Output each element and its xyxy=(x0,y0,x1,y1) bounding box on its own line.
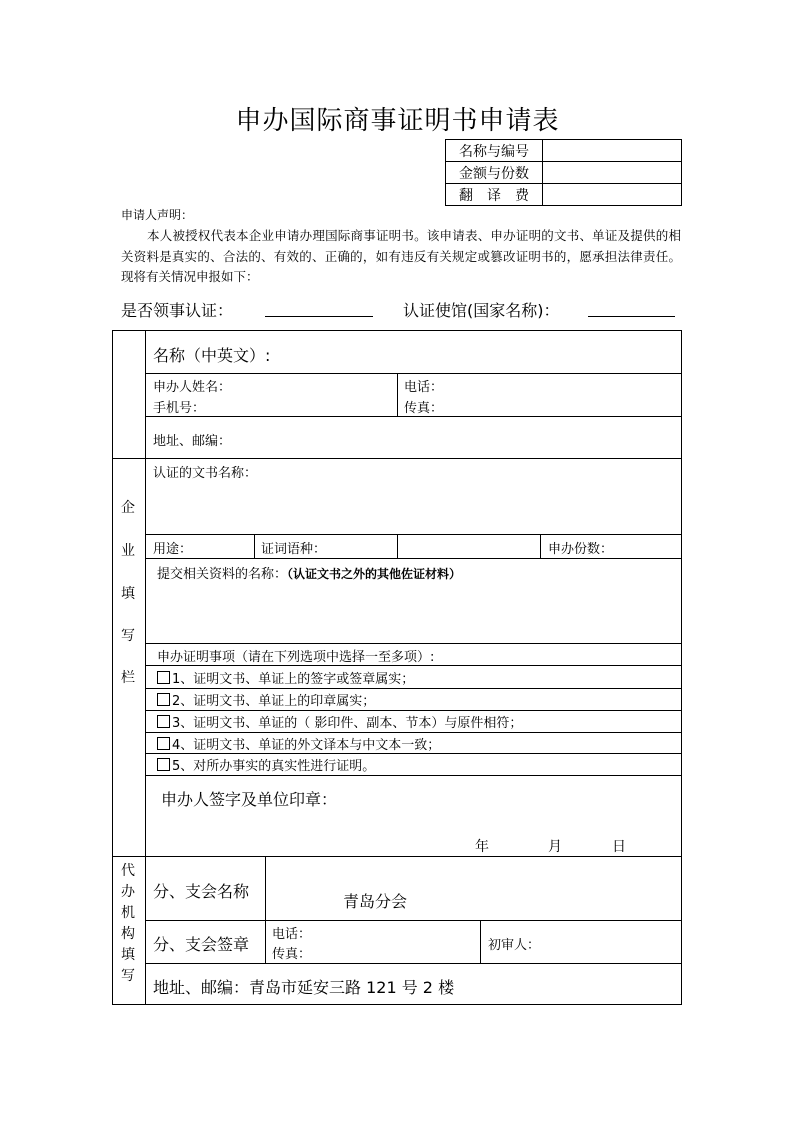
item-option-text: 2、证明文书、单证上的印章属实； xyxy=(172,694,376,709)
fee-label: 名称与编号 xyxy=(446,140,543,162)
fee-row xyxy=(446,184,682,206)
agency-phone-label: 电话： xyxy=(272,927,312,942)
col-divider xyxy=(397,534,398,558)
side-label-char: 机 xyxy=(121,905,135,921)
checkbox[interactable] xyxy=(157,758,170,771)
checkbox[interactable] xyxy=(157,715,170,728)
fee-row xyxy=(446,162,682,184)
row-divider xyxy=(145,753,682,754)
side-label-char: 写 xyxy=(121,628,135,644)
embassy-label: 认证使馆(国家名称)： xyxy=(403,301,560,320)
date-year-label: 年 xyxy=(475,839,489,855)
item-option[interactable] xyxy=(157,755,375,774)
signature-label: 申办人签字及单位印章： xyxy=(161,790,338,809)
side-label-char: 填 xyxy=(121,586,135,602)
address-label: 地址、邮编： xyxy=(153,434,232,449)
company-name-label: 名称（中英文）: xyxy=(153,346,271,365)
materials-label-text: 提交相关资料的名称： xyxy=(157,567,288,582)
materials-label xyxy=(157,563,461,582)
item-option-text: 1、证明文书、单证上的签字或签章属实； xyxy=(172,672,415,687)
date-month-label: 月 xyxy=(548,839,562,855)
side-label-char: 填 xyxy=(121,947,135,963)
item-option-text: 3、证明文书、单证的（ 影印件、副本、节本）与原件相符； xyxy=(172,716,523,731)
declaration-body: 本人被授权代表本企业申请办理国际商事证明书。该申请表、申办证明的文书、单证及提供的相关资料是真实的、合法的、有效的、正确的，如有违反有关规定或篡改证明书的，愿承担法律责任。现将有关情况申报如下： xyxy=(121,228,681,284)
fee-table xyxy=(445,139,682,206)
side-label-char: 企 xyxy=(121,500,135,516)
fee-value[interactable] xyxy=(543,184,682,206)
declaration-heading: 申请人声明： xyxy=(121,208,194,222)
row-divider xyxy=(145,710,682,711)
side-label-char: 栏 xyxy=(121,670,135,686)
mobile-label: 手机号： xyxy=(153,401,206,416)
side-label-char: 办 xyxy=(121,884,135,900)
checkbox[interactable] xyxy=(157,737,170,750)
item-option[interactable] xyxy=(157,690,375,709)
row-divider xyxy=(145,920,682,921)
side-label-char: 代 xyxy=(121,863,135,879)
section-divider xyxy=(112,856,682,857)
item-option[interactable] xyxy=(157,712,522,731)
fee-label: 金额与份数 xyxy=(446,162,543,184)
row-divider xyxy=(112,458,682,459)
items-heading: 申办证明事项（请在下列选项中选择一至多项）: xyxy=(157,650,435,665)
row-divider xyxy=(145,534,682,535)
col-divider xyxy=(265,856,266,963)
form-title: 申办国际商事证明书申请表 xyxy=(235,106,560,136)
branch-name-value: 青岛分会 xyxy=(343,892,408,911)
language-label: 证词语种： xyxy=(261,542,327,557)
side-column-divider xyxy=(145,330,146,1005)
row-divider xyxy=(145,643,682,644)
fax-label: 传真： xyxy=(404,401,444,416)
row-divider xyxy=(145,373,682,374)
col-divider xyxy=(540,534,541,558)
consular-label: 是否领事认证： xyxy=(121,301,234,320)
document-name-label: 认证的文书名称： xyxy=(153,466,258,481)
col-divider xyxy=(397,373,398,416)
col-divider xyxy=(254,534,255,558)
row-divider xyxy=(145,665,682,666)
col-divider xyxy=(480,920,481,963)
side-label-char: 业 xyxy=(121,543,135,559)
applicant-name-label: 申办人姓名： xyxy=(153,380,232,395)
copies-label: 申办份数： xyxy=(548,542,614,557)
reviewer-label: 初审人： xyxy=(488,938,541,953)
side-label-char: 构 xyxy=(121,926,135,942)
row-divider xyxy=(145,416,682,417)
branch-name-label: 分、支会名称 xyxy=(153,882,250,901)
row-divider xyxy=(145,963,682,964)
fee-row xyxy=(446,140,682,162)
phone-label: 电话： xyxy=(404,380,444,395)
branch-seal-label: 分、支会签章 xyxy=(153,935,250,954)
checkbox[interactable] xyxy=(157,671,170,684)
purpose-label: 用途： xyxy=(153,542,193,557)
fee-value[interactable] xyxy=(543,162,682,184)
item-option[interactable] xyxy=(157,668,414,687)
row-divider xyxy=(145,775,682,776)
agency-address: 地址、邮编：青岛市延安三路 121 号 2 楼 xyxy=(153,978,455,997)
row-divider xyxy=(145,558,682,559)
item-option-text: 4、证明文书、单证的外文译本与中文本一致； xyxy=(172,738,441,753)
checkbox[interactable] xyxy=(157,693,170,706)
item-option[interactable] xyxy=(157,734,440,753)
item-option-text: 5、对所办事实的真实性进行证明。 xyxy=(172,759,376,774)
fee-label: 翻 译 费 xyxy=(446,184,543,206)
materials-note: （认证文书之外的其他佐证材料） xyxy=(287,567,462,581)
row-divider xyxy=(145,688,682,689)
row-divider xyxy=(145,732,682,733)
side-label-char: 写 xyxy=(121,968,135,984)
fee-value[interactable] xyxy=(543,140,682,162)
agency-fax-label: 传真： xyxy=(272,947,312,962)
consular-field[interactable] xyxy=(265,316,373,317)
embassy-field[interactable] xyxy=(588,316,675,317)
date-day-label: 日 xyxy=(612,839,626,855)
